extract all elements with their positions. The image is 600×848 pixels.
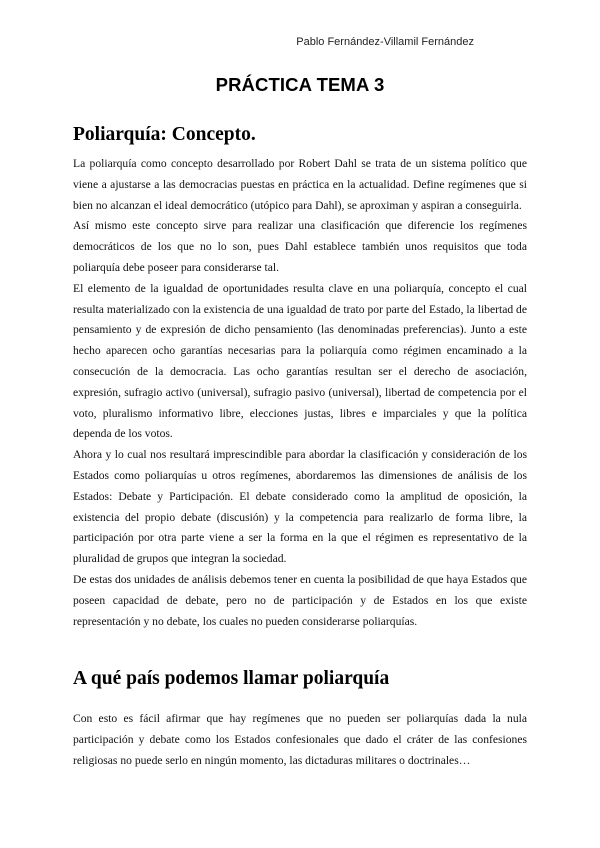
paragraph: Así mismo este concepto sirve para realizar una clasificación que diferencie los regímenes democráticos de los que no lo son, pues Dahl establece también unos requisitos que toda poliarquía debe poseer para considerarse tal. <box>73 219 527 274</box>
page-title: PRÁCTICA TEMA 3 <box>215 74 385 95</box>
paragraph: La poliarquía como concepto desarrollado por Robert Dahl se trata de un sistema político que viene a ajustarse a las democracias puestas en práctica en la actualidad. Define regímenes que si bien no alcanzan el ideal democrático (utópico para Dahl), se aproximan y aspiran a conseguirla. <box>73 157 527 212</box>
author-header: Pablo Fernández-Villamil Fernández <box>296 36 474 48</box>
paragraph: Ahora y lo cual nos resultará imprescindible para abordar la clasificación y consideración de los Estados como poliarquías u otros regímenes, abordaremos las dimensiones de análisis de los Estados: Debate y Participación. El debate considerado como la amplitud de oposición, la existencia del propio debate (discusión) y la competencia para realizarlo de forma libre, la participación por otra parte viene a ser la forma en la que el régimen es representativo de la pluralidad de grupos que integran la sociedad. <box>73 448 527 566</box>
paragraph: El elemento de la igualdad de oportunidades resulta clave en una poliarquía, concepto el cual resulta materializado con la existencia de una igualdad de trato por parte del Estado, la libertad de pensamiento y de expresión de dicho pensamiento (las denominadas preferencias). Junto a este hecho aparecen ocho garantías necesarias para la poliarquía como régimen encaminado a la consecución de la democracia. Las ocho garantías resultan ser el derecho de asociación, expresión, sufragio activo (universal), sufragio pasivo (universal), libertad de competencia por el voto, pluralismo informativo libre, elecciones justas, libres e imparciales y que la política dependa de los votos. <box>73 281 527 441</box>
section-heading-concepto: Poliarquía: Concepto. <box>73 124 256 145</box>
paragraph: Con esto es fácil afirmar que hay regímenes que no pueden ser poliarquías dada la nula participación y debate como los Estados confesionales que dado el cráter de las confesiones religiosas no puede serlo en ningún momento, las dictaduras militares o doctrinales… <box>73 712 527 767</box>
paragraph: De estas dos unidades de análisis debemos tener en cuenta la posibilidad de que haya Estados que poseen capacidad de debate, pero no de participación y de Estados en los que existe representación y no debate, los cuales no pueden considerarse poliarquías. <box>73 572 527 628</box>
section-body-concepto <box>73 154 527 632</box>
section-body-pais <box>73 709 527 771</box>
section-heading-pais: A qué país podemos llamar poliarquía <box>73 668 390 689</box>
